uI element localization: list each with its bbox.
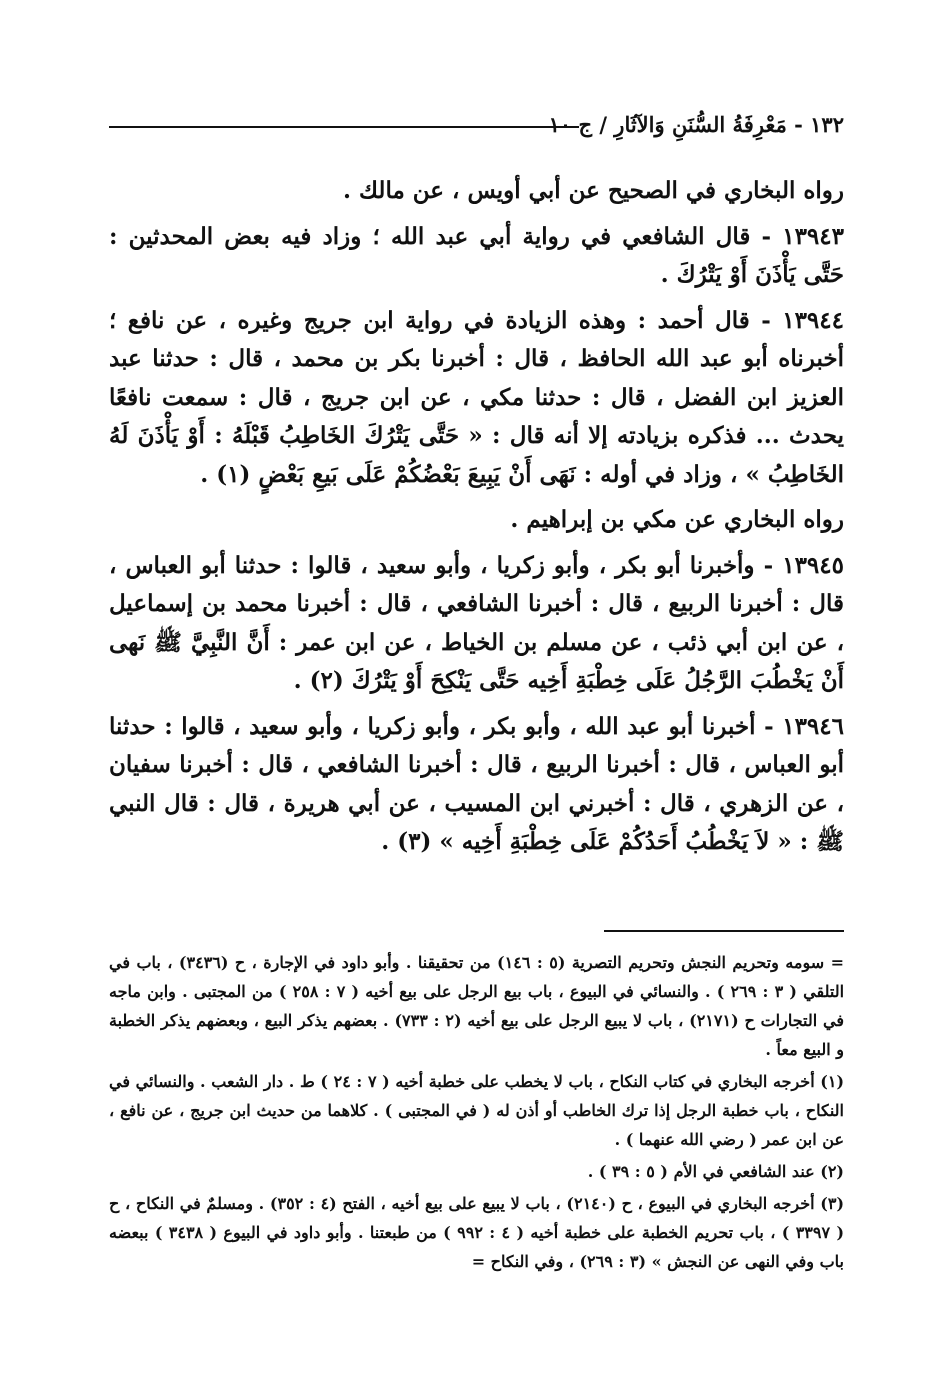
main-text (109, 172, 844, 862)
footnote-1: (١) أخرجه البخاري في كتاب النكاح ، باب لا يخطب على خطبة أخيه ( ٧ : ٢٤ ) ط . دار الشعب . والنسائي في النكاح ، باب خطبة الرجل إذا ترك الخاطب أو أذن له ( في المجتبى ) . كلاهما من حديث ابن جريج ، عن نافع ، عن ابن عمر ( رضي الله عنهما ) . (109, 1072, 845, 1149)
running-header-title: ١٣٢ - مَعْرِفَةُ السُّنَنِ وَالآثَارِ / ج ١٠ (548, 112, 844, 137)
page-header (109, 112, 844, 146)
hadith-paragraph-13943: ١٣٩٤٣ - قال الشافعي في رواية أبي عبد الله ؛ وزاد فيه بعض المحدثين : حَتَّى يَأْذَنَ أَوْ يَتْرُكَ . (109, 222, 844, 288)
footnote-3: (٣) أخرجه البخاري في البيوع ، ح (٢١٤٠) ، باب لا يبيع على بيع أخيه ، الفتح (٤ : ٣٥٢) . ومسلمٌ في النكاح ، ح ( ٣٣٩٧ ) ، باب تحريم الخطبة على خطبة أخيه ( ٤ : ٩٩٢ ) من طبعتنا . وأبو داود في البيوع ( ٣٤٣٨ ) ببعضه باب وفي النهى عن النجش » (٣ : ٢٦٩) ، وفي النكاح = (109, 1194, 845, 1271)
text-paragraph: رواه البخاري في الصحيح عن أبي أويس ، عن مالك . (343, 177, 844, 204)
footnote-2: (٢) عند الشافعي في الأم ( ٥ : ٣٩ ) . (587, 1162, 844, 1181)
footnote-continued: = سومه وتحريم النجش وتحريم التصرية (٥ : ١٤٦) من تحقيقنا . وأبو داود في الإجارة ، ح (٣٤٣٦) ، باب في التلقي ( ٣ : ٢٦٩ ) . والنسائي في البيوع ، باب بيع الرجل على بيع أخيه ( ٧ : ٢٥٨ ) من المجتبى . وابن ماجه في التجارات ح (٢١٧١) ، باب لا يبيع الرجل على بيع أخيه (٢ : ٧٣٣) . بعضهم يذكر البيع ، وبعضهم يذكر الخطبة و البيع معاً . (109, 953, 845, 1059)
hadith-paragraph-13944: ١٣٩٤٤ - قال أحمد : وهذه الزيادة في رواية ابن جريج وغيره ، عن نافع ؛ أخبرناه أبو عبد الله الحافظ ، قال : أخبرنا بكر بن محمد ، قال : حدثنا عبد العزيز ابن الفضل ، قال : حدثنا مكي ، عن ابن جريج ، قال : سمعت نافعًا يحدث ... فذكره بزيادته إلا أنه قال : « حَتَّى يَتْرُكَ الخَاطِبُ قَبْلَهُ : أَوْ يَأْذَنَ لَهُ الخَاطِبُ » ، وزاد في أوله : نَهَى أَنْ يَبِيعَ بَعْضُكُمْ عَلَى بَيعِ بَعْضٍ (١) . (109, 306, 844, 488)
text-paragraph: رواه البخاري عن مكي بن إبراهيم . (510, 506, 844, 533)
hadith-paragraph-13945: ١٣٩٤٥ - وأخبرنا أبو بكر ، وأبو زكريا ، وأبو سعيد ، قالوا : حدثنا أبو العباس ، قال : أخبرنا الربيع ، قال : أخبرنا الشافعي ، قال : أخبرنا محمد بن إسماعيل ، عن ابن أبي ذئب ، عن مسلم بن الخياط ، عن ابن عمر : أَنَّ النَّبِيَّ ﷺ نَهى أَنْ يَخْطُبَ الرَّجُلُ عَلَى خِطْبَةِ أَخِيه حَتَّى يَنْكِحَ أَوْ يَتْرُكَ (٢) . (109, 551, 844, 694)
footnote-separator (604, 930, 844, 932)
header-rule (109, 126, 579, 128)
hadith-paragraph-13946: ١٣٩٤٦ - أخبرنا أبو عبد الله ، وأبو بكر ، وأبو زكريا ، وأبو سعيد ، قالوا : حدثنا أبو العباس ، قال : أخبرنا الربيع ، قال : أخبرنا الشافعي ، قال : أخبرنا سفيان ، عن الزهري ، قال : أخبرني ابن المسيب ، عن أبي هريرة ، قال : قال النبي ﷺ : « لاَ يَخْطُبُ أَحَدُكُمْ عَلَى خِطْبَةِ أَخِيه » (٣) . (109, 712, 844, 855)
footnotes (109, 948, 844, 1279)
